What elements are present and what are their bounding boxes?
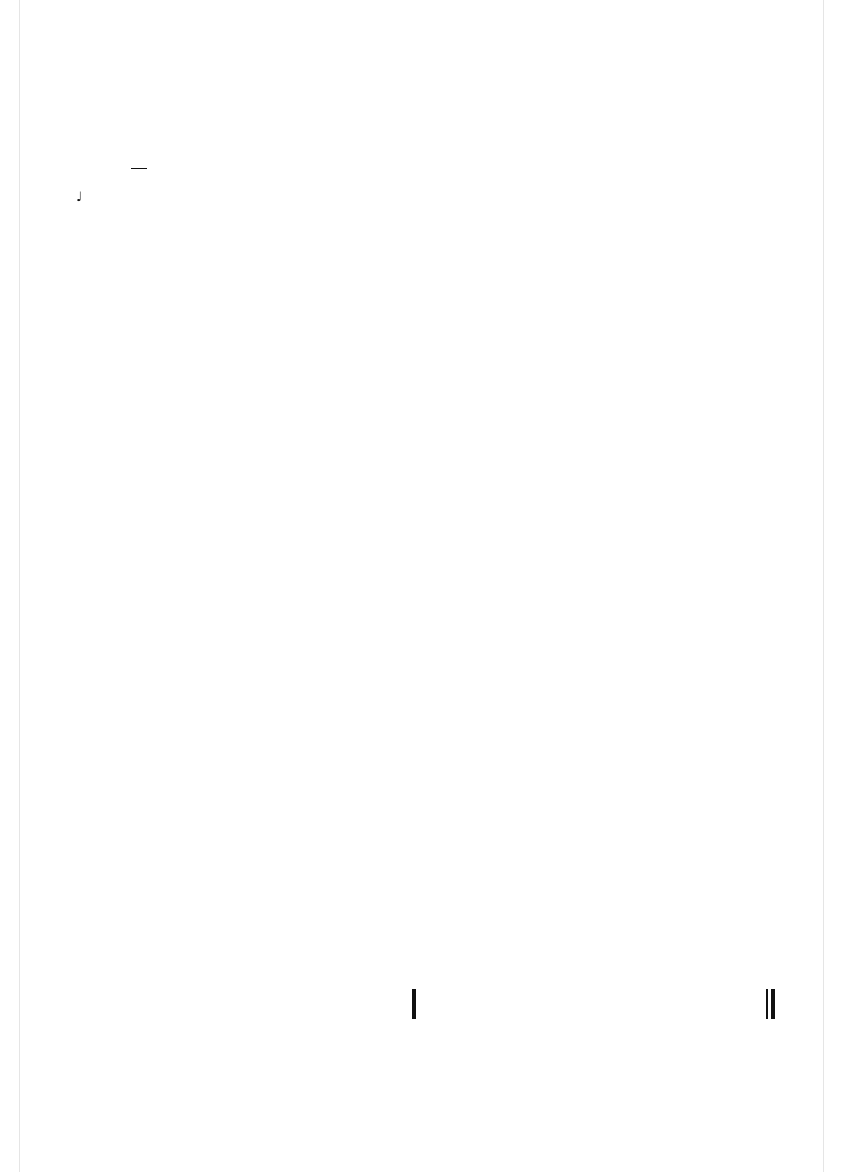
repeat-bar-thick (412, 989, 416, 1019)
watermark-right (823, 0, 841, 1172)
quarter-note-icon: ♩ (76, 190, 83, 205)
tempo-marking (76, 190, 82, 205)
watermark-left (2, 0, 20, 1172)
final-bar-thick (771, 989, 775, 1019)
final-bar-thin (766, 989, 768, 1019)
time-signature-line (131, 168, 147, 169)
